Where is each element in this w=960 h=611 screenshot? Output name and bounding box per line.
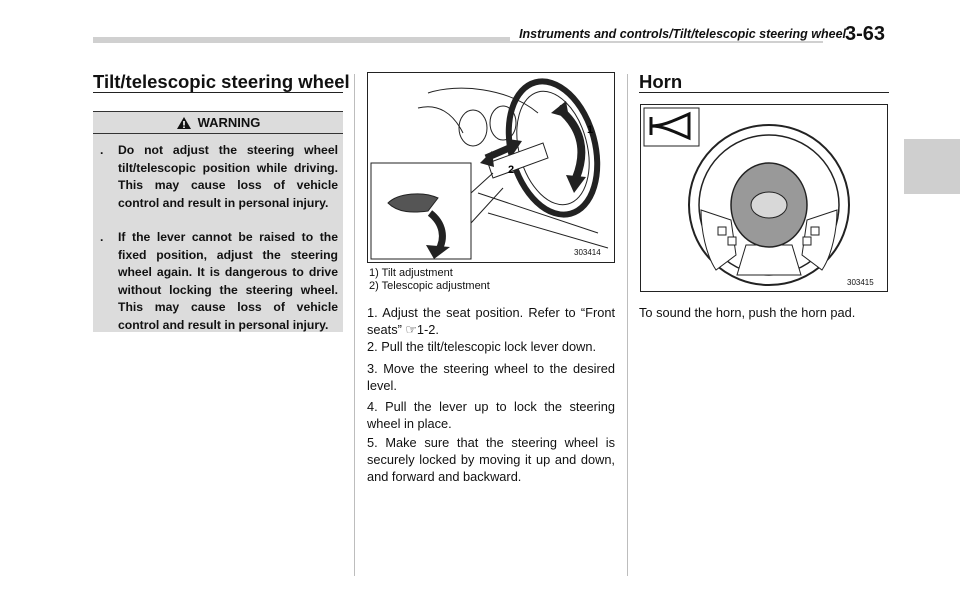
chapter-thumb-tab [904,139,960,194]
steering-wheel-illustration [368,73,614,262]
warning-label: WARNING [197,115,261,130]
heading-rule [93,92,343,93]
running-header: Instruments and controls/Tilt/telescopic steering wheel [510,27,846,41]
warning-item-text: If the lever cannot be raised to the fixed position, adjust the steering wheel again. It is dangerous to drive without locking the steering wheel. This may cause loss of vehicle control and result in personal injury. [118,230,338,332]
column-divider [627,74,628,576]
warning-item-text: Do not adjust the steering wheel tilt/telescopic position while driving. This may cause loss of vehicle control and result in personal injury. [118,143,338,210]
step-2: 2. Pull the tilt/telescopic lock lever down. [367,339,597,354]
step-3: 3. Move the steering wheel to the desired level. [367,361,615,393]
horn-figure [640,104,888,292]
figure-caption: 2) Telescopic adjustment [369,280,490,292]
figure-caption: 1) Tilt adjustment [369,267,453,279]
section-heading: Horn [639,71,683,92]
horn-instruction: To sound the horn, push the horn pad. [639,305,856,320]
warning-title [93,111,343,134]
figure-code: 303414 [574,248,601,257]
column-divider [354,74,355,576]
page-number: 3-63 [845,23,886,45]
step-4: 4. Pull the lever up to lock the steering wheel in place. [367,399,615,431]
warning-triangle-icon [176,116,192,130]
step-5: 5. Make sure that the steering wheel is securely locked by moving it up and down, and forward and backward. [367,435,615,484]
figure-code: 303415 [847,278,874,287]
horn-steering-wheel-illustration [641,105,887,291]
step-1: 1. Adjust the seat position. Refer to “Front seats” ☞1-2. [367,305,615,337]
section-heading: Tilt/telescopic steering wheel [93,71,350,92]
steering-adjustment-figure [367,72,615,263]
callout-2: 2 [508,164,515,176]
callout-1: 1 [587,124,594,136]
warning-item: . If the lever cannot be raised to the fixed position, adjust the steering wheel again. It is dangerous to drive without locking the steering wheel. This may cause loss of vehicle control and result in personal injury. [100,229,338,334]
warning-item: . Do not adjust the steering wheel tilt/telescopic position while driving. This may cause loss of vehicle control and result in personal injury. [100,142,338,212]
heading-rule [639,92,889,93]
